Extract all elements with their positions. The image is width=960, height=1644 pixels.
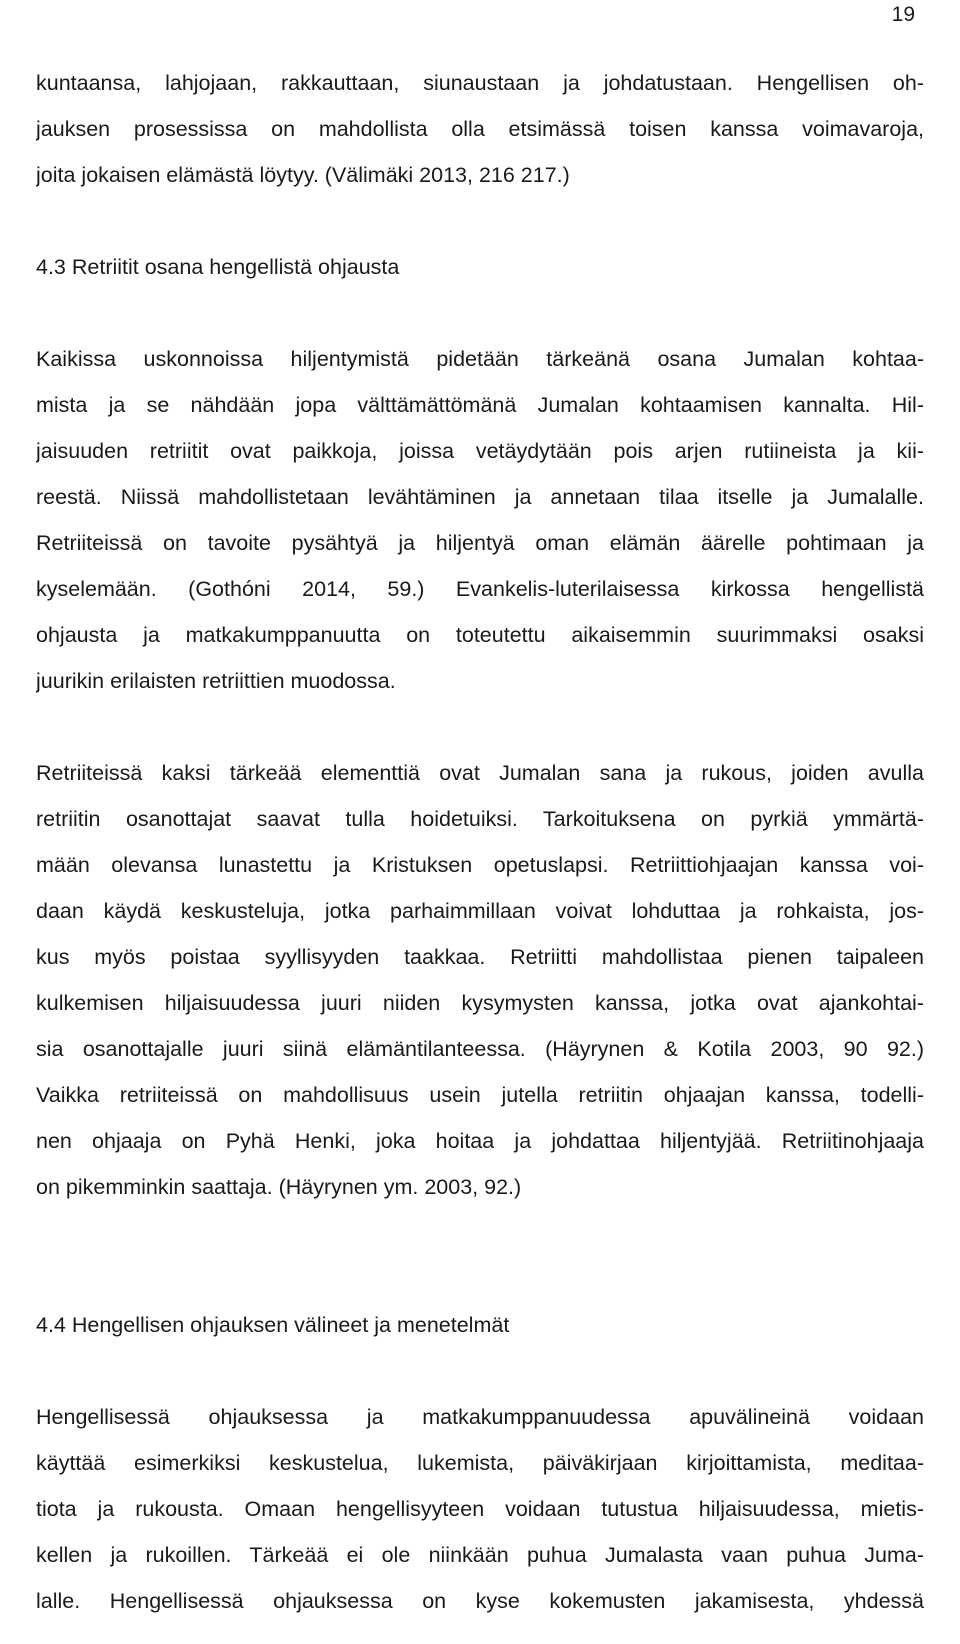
text-line: kulkemisen hiljaisuudessa juuri niiden kysymysten kanssa, jotka ovat ajankohtai- [36,991,924,1015]
text-line: sia osanottajalle juuri siinä elämäntilanteessa. (Häyrynen & Kotila 2003, 90 92.) [36,1037,924,1061]
document-body [36,60,924,1624]
text-line: kuntaansa, lahjojaan, rakkauttaan, siunaustaan ja johdatustaan. Hengellisen oh- [36,71,924,95]
blank-line [36,704,924,750]
text-line: Vaikka retriiteissä on mahdollisuus usein jutella retriitin ohjaajan kanssa, todelli- [36,1083,924,1107]
text-line: Kaikissa uskonnoissa hiljentymistä pidetään tärkeänä osana Jumalan kohtaa- [36,347,924,371]
blank-line [36,1348,924,1394]
blank-line [36,1256,924,1302]
text-line: jauksen prosessissa on mahdollista olla etsimässä toisen kanssa voimavaroja, [36,117,924,141]
text-line: mista ja se nähdään jopa välttämättömänä Jumalan kohtaamisen kannalta. Hil- [36,393,924,417]
text-line: käyttää esimerkiksi keskustelua, lukemista, päiväkirjaan kirjoittamista, meditaa- [36,1451,924,1475]
blank-line [36,198,924,244]
page-number: 19 [891,3,915,26]
blank-line [36,290,924,336]
paragraph [36,60,924,198]
text-line: daan käydä keskusteluja, jotka parhaimmillaan voivat lohduttaa ja rohkaista, jos- [36,899,924,923]
text-line: Retriiteissä kaksi tärkeää elementtiä ovat Jumalan sana ja rukous, joiden avulla [36,761,924,785]
text-line: joita jokaisen elämästä löytyy. (Välimäki 2013, 216 217.) [36,163,570,187]
text-line: tiota ja rukousta. Omaan hengellisyyteen voidaan tutustua hiljaisuudessa, mietis- [36,1497,924,1521]
section-heading [36,244,924,290]
paragraph [36,750,924,1210]
text-line: Hengellisessä ohjauksessa ja matkakumppanuudessa apuvälineinä voidaan [36,1405,924,1429]
blank-line [36,1210,924,1256]
text-line: juurikin erilaisten retriittien muodossa. [36,669,396,693]
text-line: jaisuuden retriitit ovat paikkoja, joissa vetäydytään pois arjen rutiineista ja kii- [36,439,924,463]
heading-text: 4.3 Retriitit osana hengellistä ohjausta [36,255,400,279]
text-line: kus myös poistaa syyllisyyden taakkaa. Retriitti mahdollistaa pienen taipaleen [36,945,924,969]
heading-text: 4.4 Hengellisen ohjauksen välineet ja menetelmät [36,1313,510,1337]
text-line: ohjausta ja matkakumppanuutta on toteutettu aikaisemmin suurimmaksi osaksi [36,623,924,647]
text-line: kyselemään. (Gothóni 2014, 59.) Evankelis-luterilaisessa kirkossa hengellistä [36,577,924,601]
text-line: lalle. Hengellisessä ohjauksessa on kyse kokemusten jakamisesta, yhdessä [36,1589,924,1613]
text-line: Retriiteissä on tavoite pysähtyä ja hiljentyä oman elämän äärelle pohtimaan ja [36,531,924,555]
text-line: retriitin osanottajat saavat tulla hoidetuiksi. Tarkoituksena on pyrkiä ymmärtä- [36,807,924,831]
paragraph [36,336,924,704]
text-line: kellen ja rukoillen. Tärkeää ei ole niinkään puhua Jumalasta vaan puhua Juma- [36,1543,924,1567]
text-line: nen ohjaaja on Pyhä Henki, joka hoitaa ja johdattaa hiljentyjää. Retriitinohjaaja [36,1129,924,1153]
text-line: mään olevansa lunastettu ja Kristuksen opetuslapsi. Retriittiohjaajan kanssa voi- [36,853,924,877]
text-line: on pikemminkin saattaja. (Häyrynen ym. 2003, 92.) [36,1175,522,1199]
section-heading [36,1302,924,1348]
paragraph [36,1394,924,1624]
text-line: reestä. Niissä mahdollistetaan levähtäminen ja annetaan tilaa itselle ja Jumalalle. [36,485,924,509]
